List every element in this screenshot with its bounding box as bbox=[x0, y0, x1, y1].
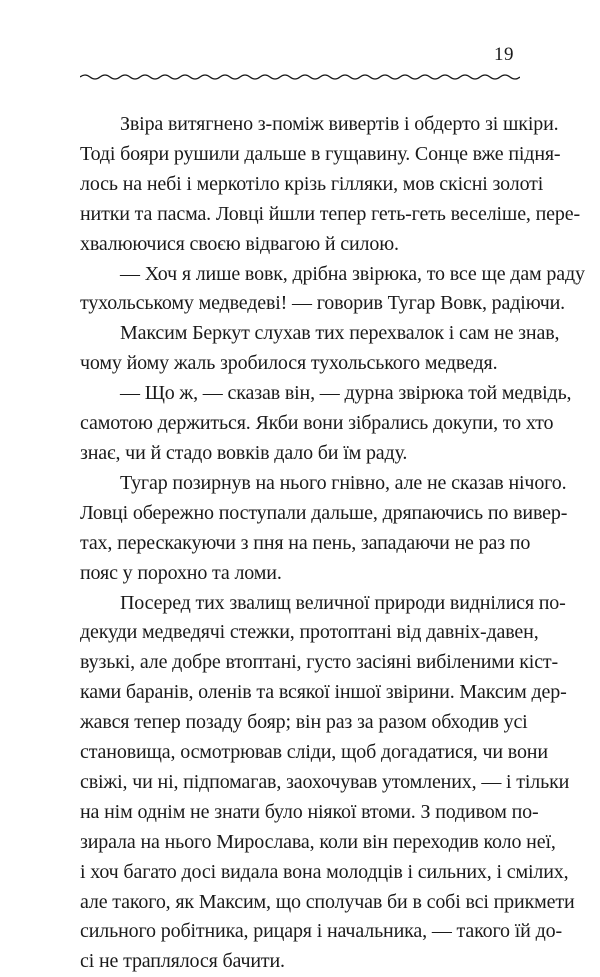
text-line: — Що ж, — сказав він, — дурна звірюка той медвідь, bbox=[120, 382, 572, 405]
text-line: тухольському медведеві! — говорив Тугар Вовк, радіючи. bbox=[80, 292, 566, 315]
text-line: пояс у порохно та ломи. bbox=[80, 561, 282, 584]
text-line: на нім однім не знати було ніякої втоми. З подивом по- bbox=[80, 800, 539, 823]
text-line: але такого, як Максим, що сполучав би в собі всі прикмети bbox=[80, 890, 575, 913]
text-line: декуди медведячі стежки, протоптані від давніх-давен, bbox=[80, 621, 539, 644]
text-line: Тоді бояри рушили дальше в гущавину. Сонце вже підня- bbox=[80, 142, 561, 165]
text-line: Ловці обережно поступали дальше, дряпаючись по вивер- bbox=[80, 501, 568, 524]
text-line: свіжі, чи ні, підпомагав, заохочував утомлених, — і тільки bbox=[80, 770, 570, 793]
page-number: 19 bbox=[494, 44, 514, 65]
wavy-divider-line bbox=[80, 75, 520, 79]
text-line: Максим Беркут слухав тих перехвалок і сам не знав, bbox=[120, 322, 560, 345]
text-line: жався тепер позаду бояр; він раз за разом обходив усі bbox=[80, 711, 528, 734]
text-line: Посеред тих звалищ величної природи виднілися по- bbox=[120, 591, 566, 614]
text-line: Звіра витягнено з-поміж вивертів і обдерто зі шкіри. bbox=[120, 113, 559, 135]
text-line: самотою держиться. Якби вони зібрались докупи, то хто bbox=[80, 412, 554, 435]
text-line: лось на небі і меркотіло крізь гілляки, мов скісні золоті bbox=[80, 172, 544, 195]
text-line: хвалюючися своєю відвагою й силою. bbox=[80, 232, 399, 255]
text-line: сильного робітника, рицаря і начальника, — такого їй до- bbox=[80, 920, 562, 943]
text-line: тах, перескакуючи з пня на пень, западаючи не раз по bbox=[80, 531, 531, 554]
text-line: становища, осмотрював сліди, щоб догадатися, чи вони bbox=[80, 741, 548, 764]
text-line: сі не траплялося бачити. bbox=[80, 950, 285, 973]
text-line: Тугар позирнув на нього гнівно, але не сказав нічого. bbox=[120, 471, 567, 494]
text-line: нитки та пасма. Ловці йшли тепер геть-геть веселіше, пере- bbox=[80, 202, 580, 225]
text-line: чому йому жаль зробилося тухольського медведя. bbox=[80, 352, 498, 375]
text-line: — Хоч я лише вовк, дрібна звірюка, то все ще дам раду bbox=[120, 262, 585, 285]
text-line: вузькі, але добре втоптані, густо засіяні вибіленими кіст- bbox=[80, 651, 559, 674]
text-line: знає, чи й стадо вовків дало би їм раду. bbox=[80, 441, 408, 464]
wavy-divider bbox=[80, 70, 520, 84]
text-line: зирала на нього Мирослава, коли він переходив коло неї, bbox=[80, 830, 556, 853]
text-line: ками баранів, оленів та всякої іншої звірини. Максим дер- bbox=[80, 681, 567, 704]
text-line: і хоч багато досі видала вона молодців і сильних, і смілих, bbox=[80, 860, 569, 883]
body-text bbox=[80, 110, 585, 977]
